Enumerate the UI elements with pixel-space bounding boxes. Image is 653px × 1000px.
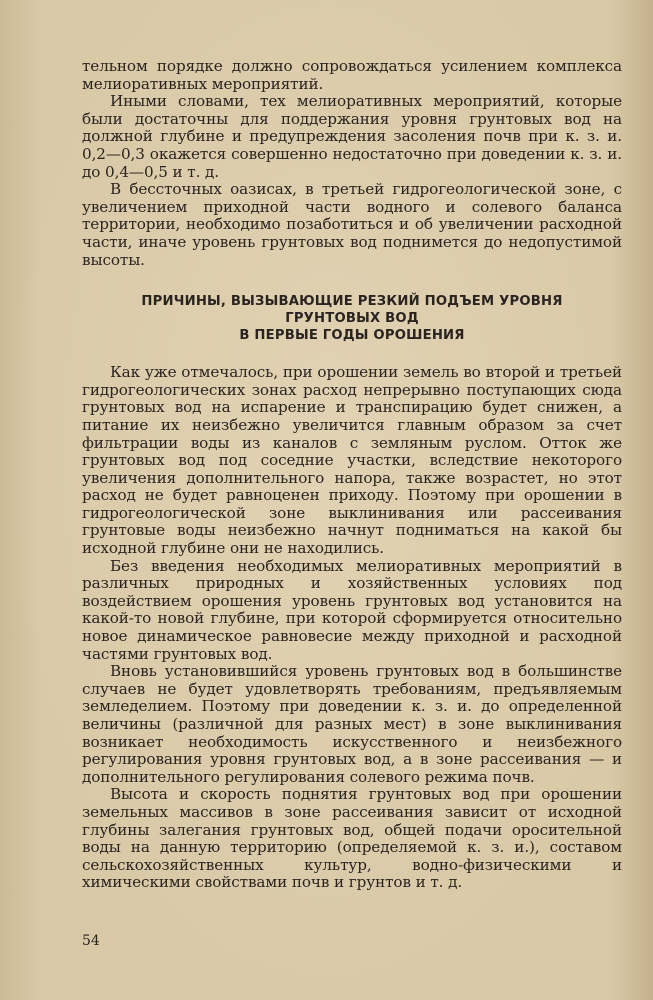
paragraph-continuation: тельном порядке должно сопровождаться усилением комплекса мелиоративных мероприятий. <box>82 57 622 93</box>
page-body <box>82 58 622 892</box>
paragraph: В бессточных оазисах, в третьей гидрогеологической зоне, с увеличением приходной части водного и солевого баланса территории, необходимо позаботиться и об увеличении расходной части, иначе уровень грунтовых вод поднимется до недопустимой высоты. <box>82 180 622 269</box>
paragraph: Как уже отмечалось, при орошении земель во второй и третьей гидрогеологических зонах расход непрерывно поступающих сюда грунтовых вод на испарение и транспирацию будет снижен, а питание их неизбежно увеличится главным образом за счет фильтрации воды из каналов с земляным руслом. Отток же грунтовых вод под соседние участки, вследствие некоторого увеличения дополнительного напора, также возрастет, но этот расход не будет равноценен приходу. Поэтому при орошении в гидрогеологической зоне выклинивания или рассеивания грунтовые воды неизбежно начнут подниматься на какой бы исходной глубине они не находились. <box>82 363 622 558</box>
paragraph: Высота и скорость поднятия грунтовых вод при орошении земельных массивов в зоне рассеивания зависит от исходной глубины залегания грунтовых вод, общей подачи оросительной воды на данную территорию (определяемой к. з. и.), составом сельскохозяйственных культур, водно-физическими и химическими свойствами почв и грунтов и т. д. <box>82 785 622 892</box>
page-number: 54 <box>82 933 100 949</box>
section-heading-line: В ПЕРВЫЕ ГОДЫ ОРОШЕНИЯ <box>239 328 465 344</box>
section-heading-line: ПРИЧИНЫ, ВЫЗЫВАЮЩИЕ РЕЗКИЙ ПОДЪЕМ УРОВНЯ <box>141 294 563 310</box>
paragraph: Иными словами, тех мелиоративных мероприятий, которые были достаточны для поддержания уровня грунтовых вод на должной глубине и предупреждения засоления почв при к. з. и. 0,2—0,3 окажется совершенно недостаточно при доведении к. з. и. до 0,4—0,5 и т. д. <box>82 92 622 181</box>
paragraph: Вновь установившийся уровень грунтовых вод в большинстве случаев не будет удовлетворять требованиям, предъявляемым земледелием. Поэтому при доведении к. з. и. до определенной величины (различной для разных мест) в зоне выклинивания возникает необходимость искусственного и неизбежного регулирования уровня грунтовых вод, а в зоне рассеивания — и дополнительного регулирования солевого режима почв. <box>82 662 622 786</box>
section-heading <box>82 293 622 344</box>
paragraph: Без введения необходимых мелиоративных мероприятий в различных природных и хозяйственных условиях под воздействием орошения уровень грунтовых вод установится на какой-то новой глубине, при которой сформируется относительно новое динамическое равновесие между приходной и расходной частями грунтовых вод. <box>82 556 622 663</box>
section-heading-line: ГРУНТОВЫХ ВОД <box>285 311 419 327</box>
